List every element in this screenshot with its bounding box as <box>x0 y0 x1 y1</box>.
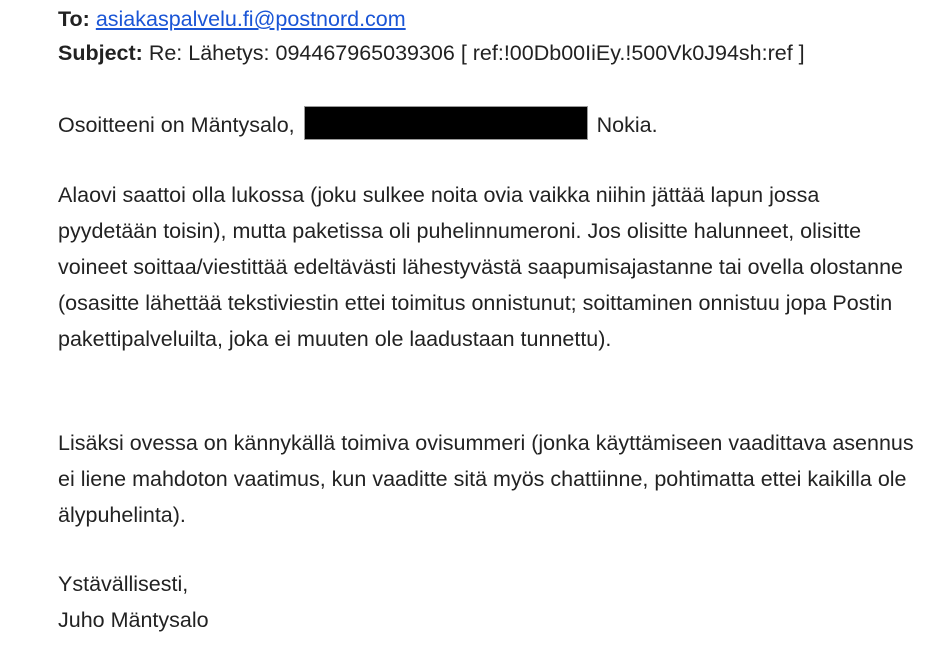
subject-text: Re: Lähetys: 094467965039306 [ ref:!00Db00IiEy.!500Vk0J94sh:ref ] <box>148 41 805 65</box>
subject-line <box>58 36 805 70</box>
redacted-address-block <box>304 106 588 140</box>
address-suffix: Nokia. <box>596 113 658 137</box>
address-prefix: Osoitteeni on Mäntysalo, <box>58 113 295 137</box>
body-paragraph-1: Alaovi saattoi olla lukossa (joku sulkee noita ovia vaikka niihin jättää lapun jossa pyydetään toisin), mutta paketissa oli puhelinnumeroni. Jos olisitte halunneet, olisitte voineet soittaa/viestittää edeltävästi lähestyvästä saapumisajastanne tai ovella olostanne (osasitte lähettää tekstiviestin ettei toimitus onnistunut; soittaminen onnistuu jopa Postin pakettipalveluilta, joka ei muuten ole laadustaan tunnettu). <box>58 183 903 351</box>
subject-label: Subject: <box>58 41 143 65</box>
body-paragraph-2: Lisäksi ovessa on kännykällä toimiva ovisummeri (jonka käyttämiseen vaadittava asennus ei liene mahdoton vaatimus, kun vaaditte sitä myös chattiinne, pohtimatta ettei kaikilla ole älypuhelinta). <box>58 431 914 527</box>
signature-line: Juho Mäntysalo <box>58 608 209 632</box>
to-line <box>58 2 406 36</box>
address-paragraph <box>58 107 918 143</box>
to-label: To: <box>58 7 90 31</box>
recipient-email-link[interactable]: asiakaspalvelu.fi@postnord.com <box>95 7 406 31</box>
closing-line: Ystävällisesti, <box>58 572 189 596</box>
